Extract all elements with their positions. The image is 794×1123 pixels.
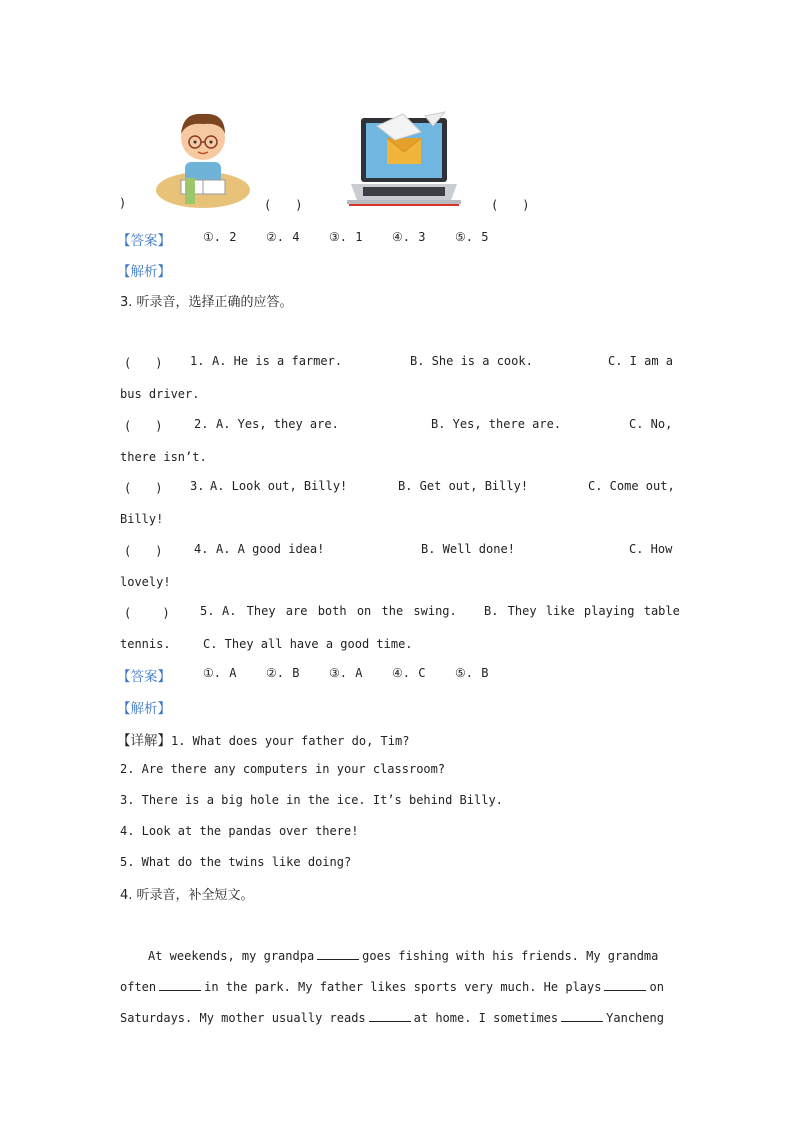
- answer-1-item: ②. 4: [266, 230, 300, 244]
- answer-1-item: ④. 3: [392, 230, 426, 244]
- boy-reading-illustration: [155, 106, 251, 210]
- q3-row-4-option-b: B. Well done!: [421, 542, 515, 556]
- q3-row-4-option-c: C. How: [629, 542, 673, 556]
- q3-row-2-option-c: C. No,: [629, 417, 673, 431]
- q3-row-2-option-a: A. Yes, they are.: [216, 417, 339, 431]
- q4-text: on: [649, 980, 664, 994]
- picture-3-paren: ( ): [491, 198, 530, 212]
- analysis-label: 【 解析 】: [117, 264, 171, 280]
- laptop-email-icon: [347, 110, 461, 208]
- q3-row-2-continuation: there isn’t.: [120, 450, 207, 464]
- detail-line-1: [117, 729, 409, 749]
- q4-text: in the park. My father likes sports very much. He plays: [204, 980, 602, 994]
- answer-row-1: [117, 229, 171, 249]
- q4-text: Saturdays. My mother usually reads: [120, 1011, 366, 1025]
- answer-1-item: ⑤. 5: [455, 230, 489, 244]
- q3-row-5-num: 5.: [200, 604, 215, 618]
- q4-text: at home. I sometimes: [413, 1011, 559, 1025]
- question-3-title: 3. 听录音，选择正确的应答。: [120, 295, 293, 310]
- answer-label: 【 答案 】: [117, 233, 171, 249]
- q3-row-5-continuation: tennis.: [120, 637, 171, 651]
- detail-text: 1. What does your father do, Tim?: [171, 734, 410, 748]
- answer-1-item: ①. 2: [203, 230, 237, 244]
- q3-row-5-paren: ( ): [124, 606, 170, 620]
- q3-row-5-option-c: C. They all have a good time.: [203, 637, 413, 651]
- q3-row-4-option-a: A. A good idea!: [216, 542, 325, 556]
- analysis-label: 【 解析 】: [117, 701, 171, 717]
- q3-row-5-option-a: A. They are both on the swing.: [222, 604, 457, 618]
- q3-row-1-option-c: C. I am a: [608, 354, 674, 368]
- fill-blank[interactable]: [159, 980, 201, 991]
- q3-row-2-num: 2.: [194, 417, 209, 431]
- detail-label: 【 详解 】: [117, 733, 171, 749]
- boy-reading-icon: [155, 106, 251, 210]
- q3-row-3-num: 3.: [190, 479, 205, 493]
- q3-row-4-paren: ( ): [124, 544, 163, 558]
- fill-blank[interactable]: [317, 949, 359, 960]
- q3-row-5-option-b: B. They like playing table: [484, 604, 680, 618]
- q3-row-3-continuation: Billy!: [120, 512, 164, 526]
- answer-2-item: ③. A: [329, 666, 363, 680]
- q4-paragraph-line-1: [148, 949, 658, 963]
- q3-row-2-option-b: B. Yes, there are.: [431, 417, 562, 431]
- fill-blank[interactable]: [561, 1011, 603, 1022]
- detail-line-3: 3. There is a big hole in the ice. It’s behind Billy.: [120, 793, 503, 807]
- q4-paragraph-line-2: [120, 980, 664, 994]
- analysis-row-2: [117, 697, 171, 717]
- q3-row-4-continuation: lovely!: [120, 575, 171, 589]
- analysis-row-1: [117, 260, 171, 280]
- question-4-title: 4. 听录音，补全短文。: [120, 888, 254, 903]
- answer-row-2: [117, 665, 171, 685]
- fill-blank[interactable]: [604, 980, 646, 991]
- picture-1-paren: ): [119, 196, 127, 210]
- picture-2-paren: ( ): [264, 198, 303, 212]
- q4-text: At weekends, my grandpa: [148, 949, 315, 963]
- answer-2-item: ⑤. B: [455, 666, 489, 680]
- q4-paragraph-line-3: [120, 1011, 664, 1025]
- q3-row-3-option-a: A. Look out, Billy!: [210, 479, 348, 493]
- fill-blank[interactable]: [369, 1011, 411, 1022]
- q3-row-2-paren: ( ): [124, 419, 163, 433]
- answer-2-item: ②. B: [266, 666, 300, 680]
- q3-row-1-num: 1.: [190, 354, 205, 368]
- answer-2-item: ④. C: [392, 666, 426, 680]
- q3-row-3-paren: ( ): [124, 481, 163, 495]
- q3-row-4-num: 4.: [194, 542, 209, 556]
- answer-1-item: ③. 1: [329, 230, 363, 244]
- detail-line-5: 5. What do the twins like doing?: [120, 855, 352, 869]
- q3-row-1-option-a: A. He is a farmer.: [212, 354, 343, 368]
- q3-row-1-paren: ( ): [124, 356, 163, 370]
- q3-row-3-option-b: B. Get out, Billy!: [398, 479, 529, 493]
- detail-line-2: 2. Are there any computers in your classroom?: [120, 762, 446, 776]
- q3-row-1-option-b: B. She is a cook.: [410, 354, 533, 368]
- q3-row-1-continuation: bus driver.: [120, 387, 200, 401]
- answer-label: 【 答案 】: [117, 669, 171, 685]
- detail-line-4: 4. Look at the pandas over there!: [120, 824, 359, 838]
- laptop-email-illustration: [347, 110, 461, 208]
- q4-text: Yancheng: [606, 1011, 664, 1025]
- q4-text: often: [120, 980, 157, 994]
- q4-text: goes fishing with his friends. My grandma: [362, 949, 659, 963]
- q3-row-3-option-c: C. Come out,: [588, 479, 675, 493]
- answer-2-item: ①. A: [203, 666, 237, 680]
